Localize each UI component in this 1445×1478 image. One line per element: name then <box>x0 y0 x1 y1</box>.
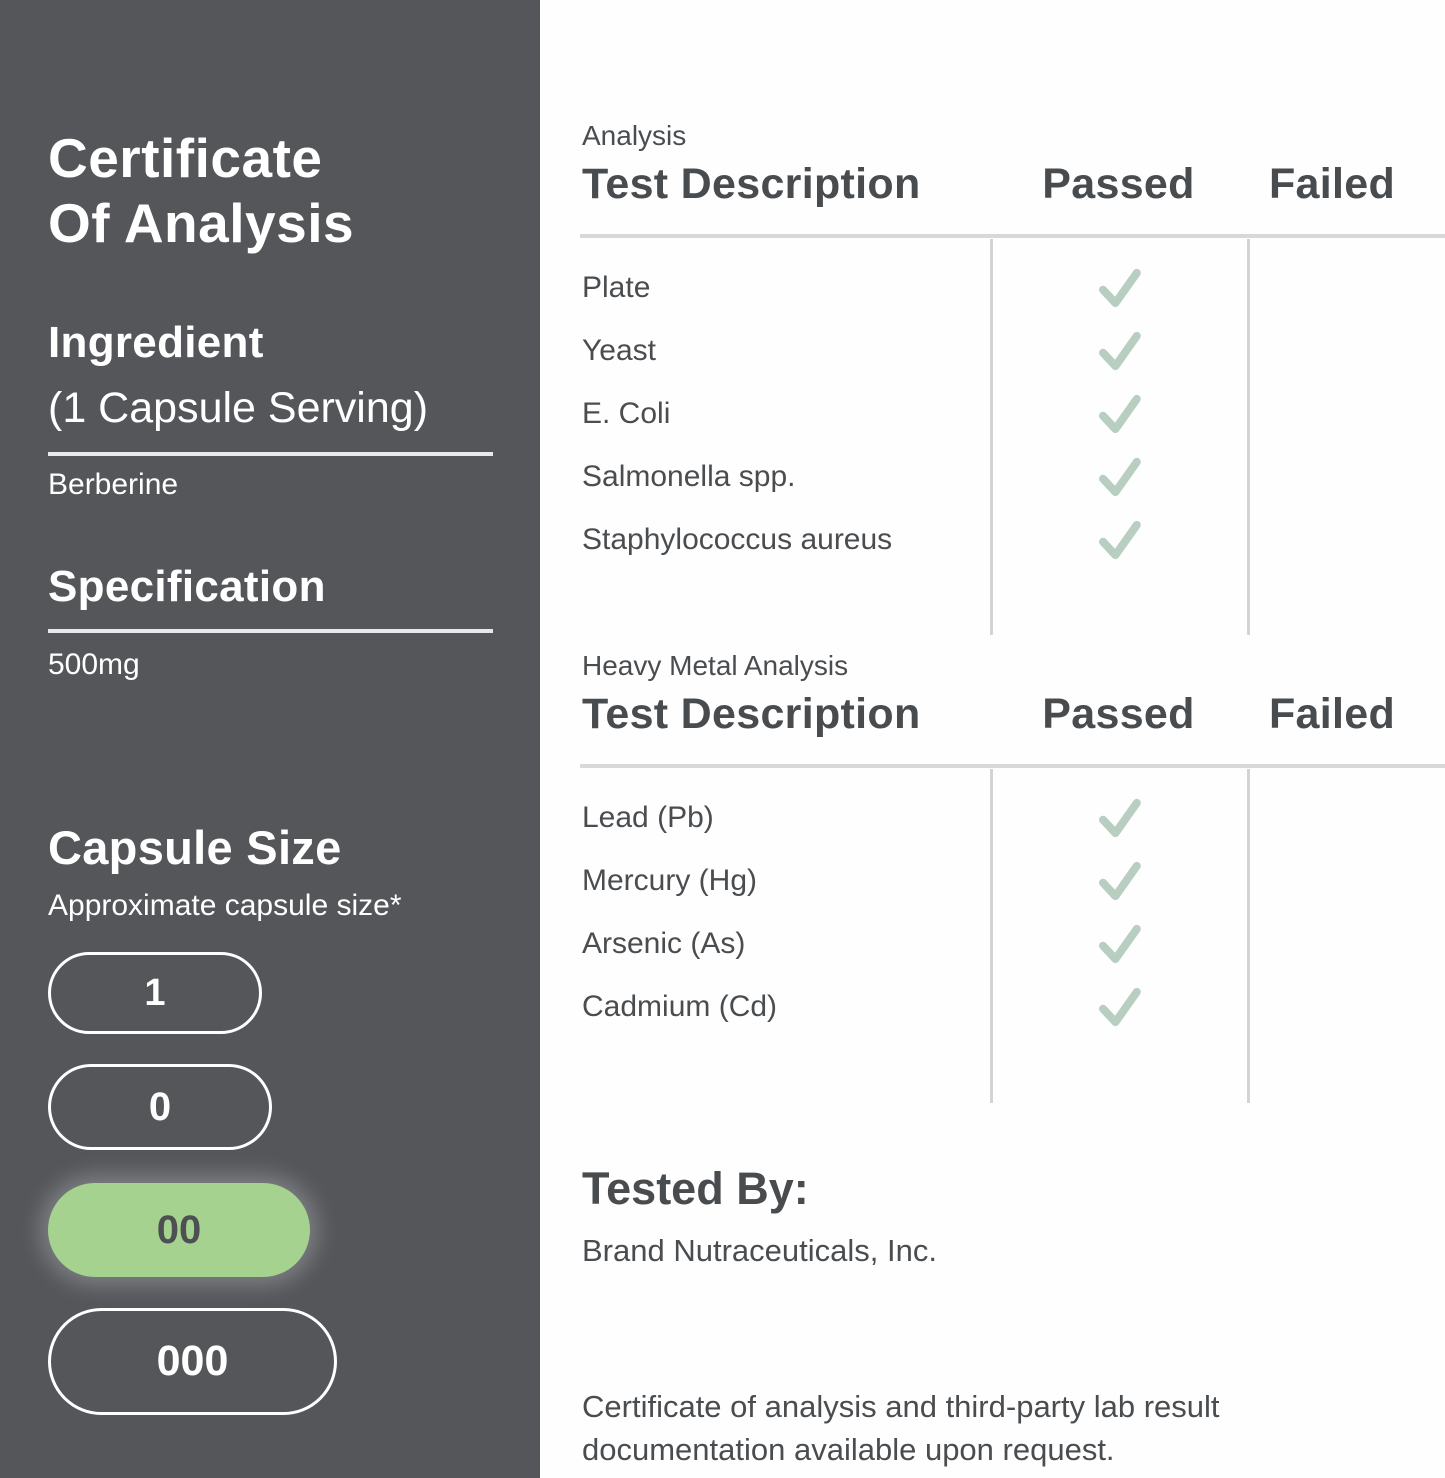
ingredient-divider <box>48 452 493 456</box>
table-row <box>582 445 1445 508</box>
capsule-size-option-0 <box>48 1064 272 1150</box>
ingredient-serving-subheading: (1 Capsule Serving) <box>48 384 429 432</box>
page-title-line1: Certificate <box>48 127 323 189</box>
test-name: Mercury (Hg) <box>582 863 758 897</box>
table-row <box>582 319 1445 382</box>
capsule-size-option-1 <box>48 952 262 1034</box>
analysis-table-header-rule <box>580 234 1445 238</box>
specification-value: 500mg <box>48 648 140 681</box>
passed-checkmark-icon <box>1092 264 1146 312</box>
table-row <box>582 849 1445 912</box>
specification-heading: Specification <box>48 562 326 611</box>
capsule-size-option-00-selected <box>48 1183 310 1277</box>
analysis-table-header <box>582 160 1445 209</box>
capsule-size-option-1-label: 1 <box>144 971 166 1014</box>
passed-checkmark-icon <box>1092 390 1146 438</box>
table-row <box>582 382 1445 445</box>
capsule-size-subheading: Approximate capsule size* <box>48 889 402 922</box>
test-name: Lead (Pb) <box>582 800 714 834</box>
column-header-test-description: Test Description <box>582 160 921 208</box>
passed-checkmark-icon <box>1092 453 1146 501</box>
test-name: Plate <box>582 270 651 304</box>
page-title <box>48 126 354 256</box>
heavy-metal-table-rows <box>582 786 1445 1038</box>
column-header-failed: Failed <box>1268 690 1396 738</box>
passed-checkmark-icon <box>1092 327 1146 375</box>
table-row <box>582 786 1445 849</box>
passed-checkmark-icon <box>1092 983 1146 1031</box>
column-header-passed: Passed <box>1042 690 1195 738</box>
passed-checkmark-icon <box>1092 920 1146 968</box>
passed-checkmark-icon <box>1092 516 1146 564</box>
column-header-failed: Failed <box>1268 160 1396 208</box>
test-name: E. Coli <box>582 396 671 430</box>
ingredient-value: Berberine <box>48 468 179 501</box>
tested-by-value: Brand Nutraceuticals, Inc. <box>582 1233 937 1268</box>
capsule-size-option-000 <box>48 1308 337 1415</box>
page-title-line2: Of Analysis <box>48 191 355 254</box>
capsule-size-option-00-label: 00 <box>156 1207 202 1252</box>
table-row <box>582 912 1445 975</box>
footer-disclaimer: Certificate of analysis and third-party lab result documentation available upon request. <box>582 1389 1220 1467</box>
specification-divider <box>48 629 493 633</box>
column-header-passed: Passed <box>1042 160 1195 208</box>
ingredient-heading: Ingredient <box>48 318 264 367</box>
table-row <box>582 975 1445 1038</box>
test-name: Salmonella spp. <box>582 459 796 493</box>
test-name: Cadmium (Cd) <box>582 989 778 1023</box>
test-name: Staphylococcus aureus <box>582 522 893 556</box>
passed-checkmark-icon <box>1092 857 1146 905</box>
analysis-table-rows <box>582 256 1445 571</box>
capsule-size-option-0-label: 0 <box>148 1084 172 1129</box>
table-row <box>582 256 1445 319</box>
heavy-metal-section-label: Heavy Metal Analysis <box>582 650 849 681</box>
test-name: Arsenic (As) <box>582 926 746 960</box>
capsule-size-heading: Capsule Size <box>48 821 342 874</box>
analysis-section-label: Analysis <box>582 120 687 151</box>
passed-checkmark-icon <box>1092 794 1146 842</box>
heavy-metal-table-header-rule <box>580 764 1445 768</box>
column-header-test-description: Test Description <box>582 690 921 738</box>
table-row <box>582 508 1445 571</box>
test-name: Yeast <box>582 333 656 367</box>
sidebar <box>0 0 540 1478</box>
heavy-metal-table-header <box>582 690 1445 739</box>
capsule-size-option-000-label: 000 <box>156 1337 229 1385</box>
tested-by-heading: Tested By: <box>582 1163 809 1214</box>
